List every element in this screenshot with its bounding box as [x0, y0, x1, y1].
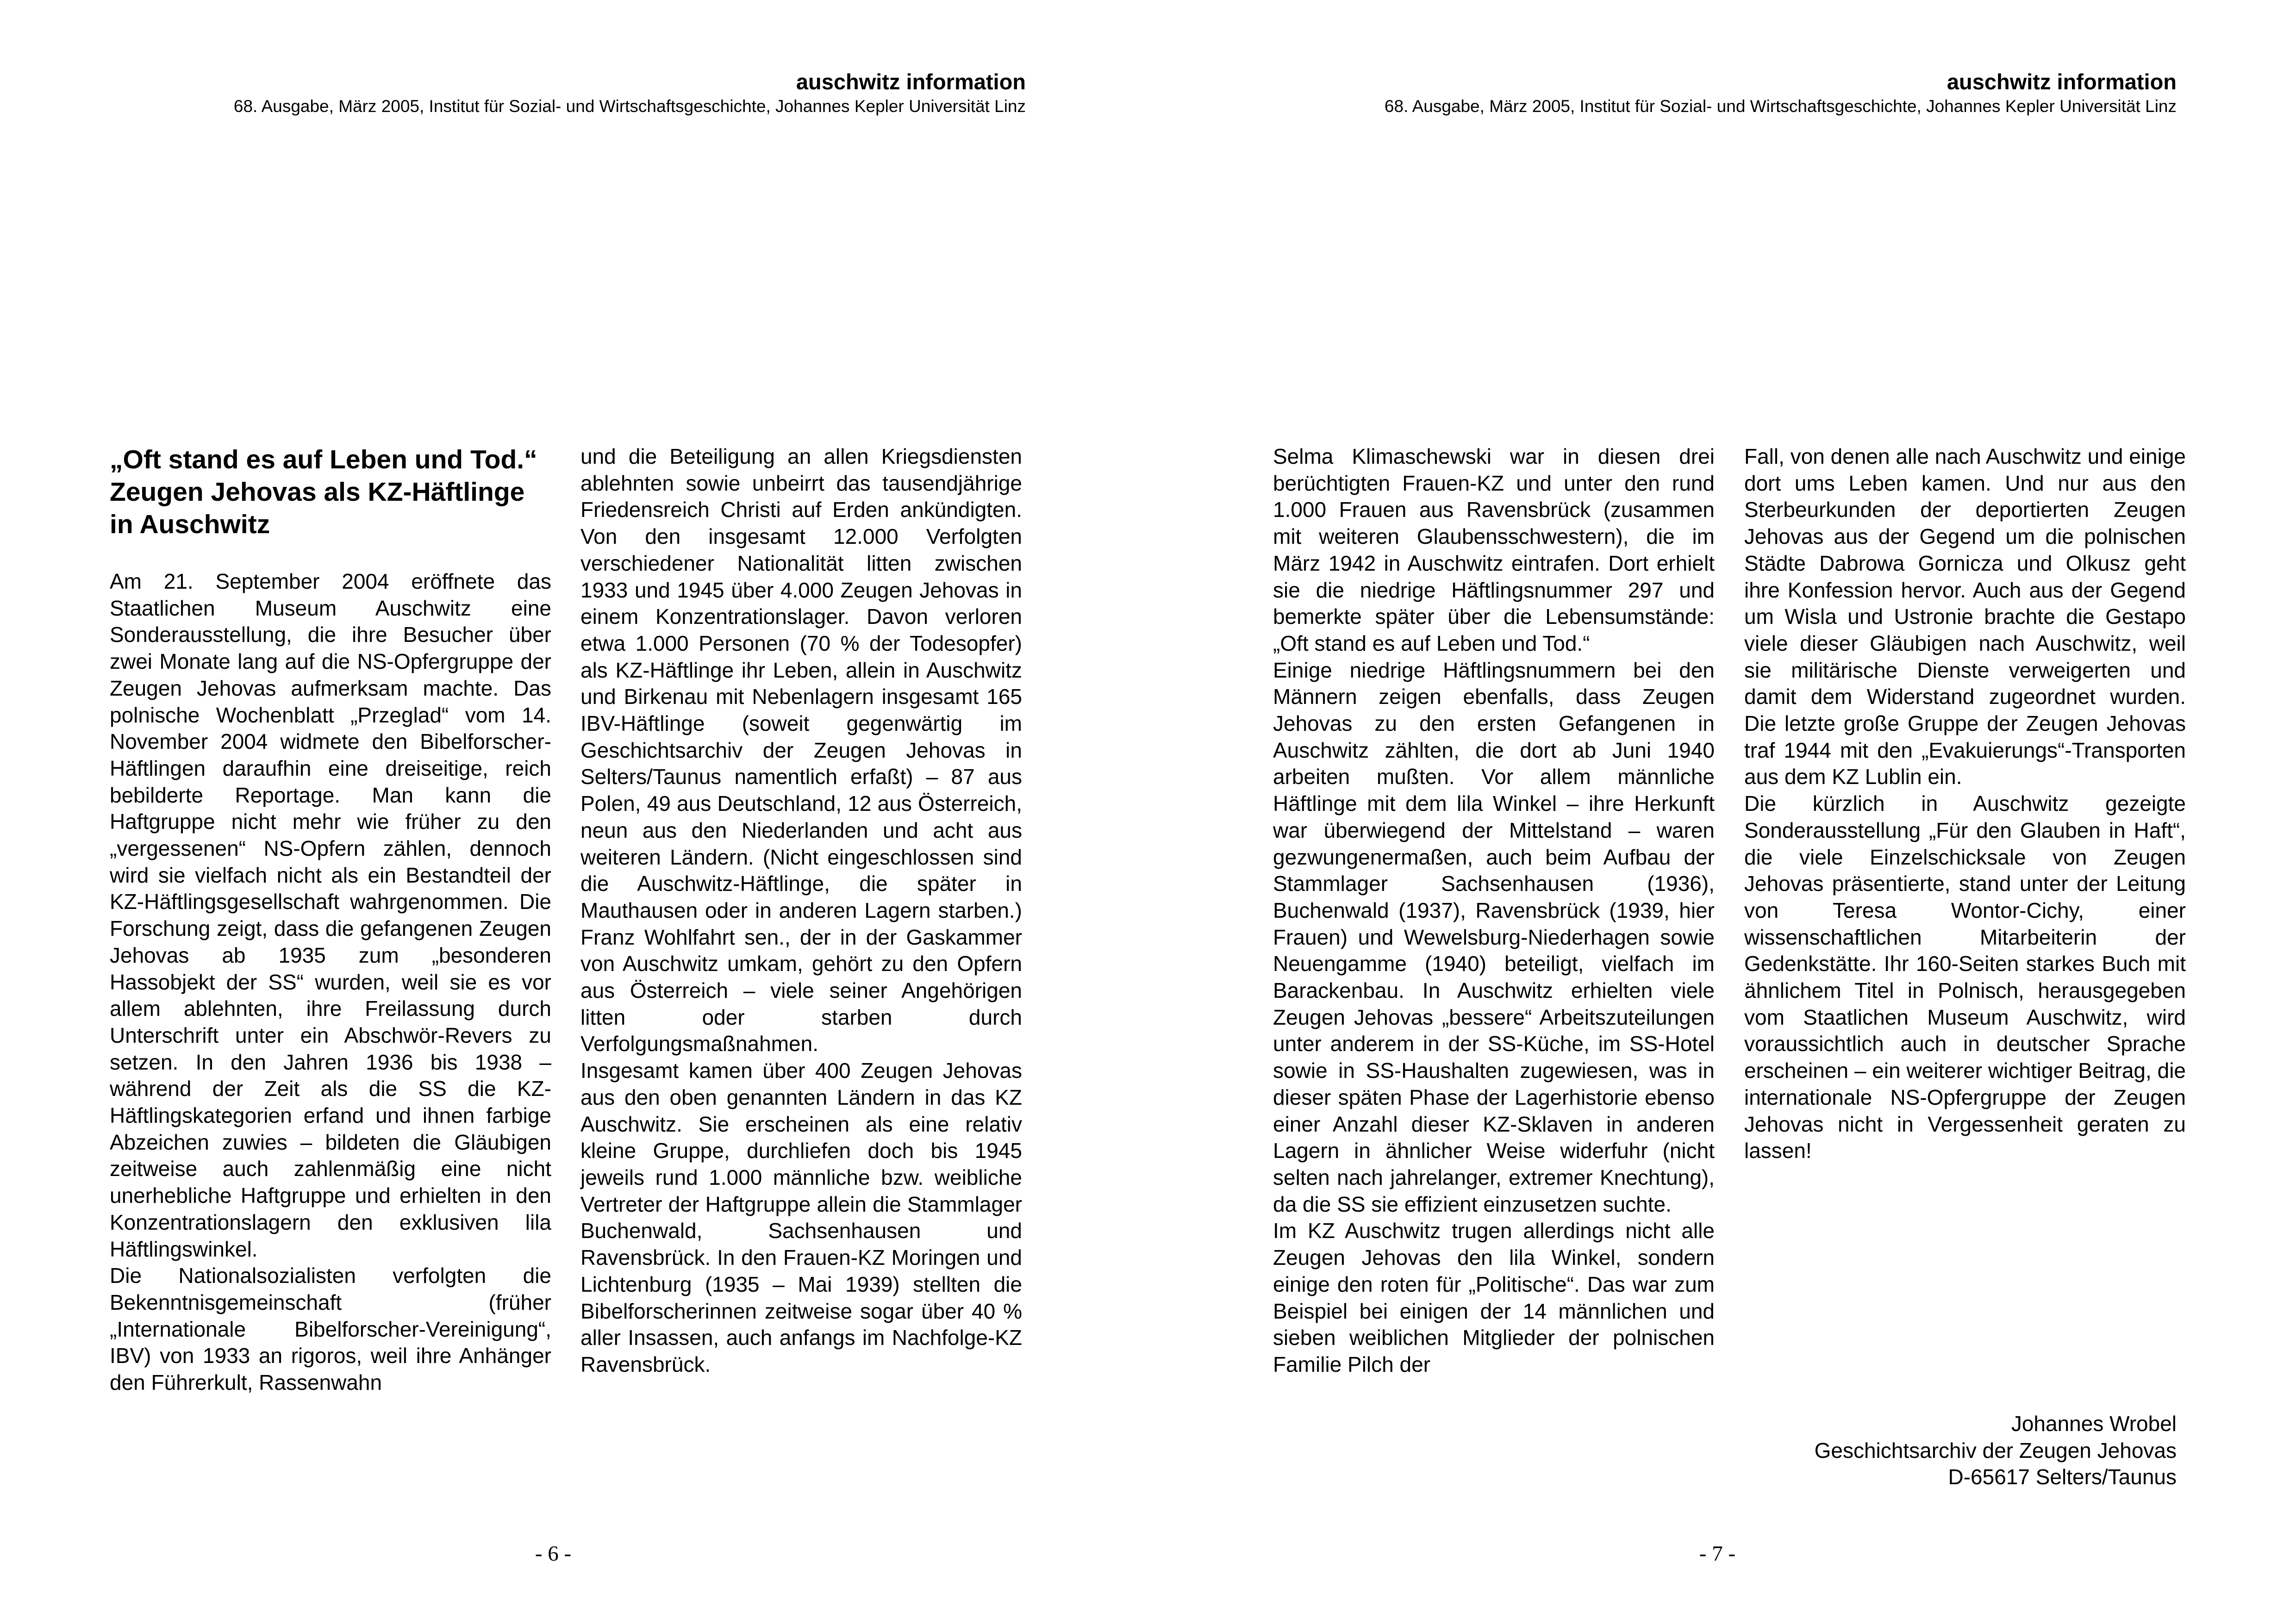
paragraph: und die Beteiligung an allen Kriegsdiensten ablehnten sowie unbeirrt das tausendjährige Friedensreich Christi auf Erden ankündigten. Von den insgesamt 12.000 Verfolgten verschiedener Nationalität litten zwischen 1933 und 1945 über 4.000 Zeugen Jehovas in einem Konzentrationslager. Davon verloren etwa 1.000 Personen (70 % der Todesopfer) als KZ-Häftlinge ihr Leben, allein in Auschwitz und Birkenau mit Nebenlagern insgesamt 165 IBV-Häftlinge (soweit gegenwärtig im Geschichtsarchiv der Zeugen Jehovas in Selters/Taunus namentlich erfaßt) – 87 aus Polen, 49 aus Deutschland, 12 aus Österreich, neun aus den Niederlanden und acht aus weiteren Ländern. (Nicht eingeschlossen sind die Auschwitz-Häftlinge, die später in Mauthausen oder in anderen Lagern starben.) Franz Wohlfahrt sen., der in der Gaskammer von Auschwitz umkam, gehört zu den Opfern aus Österreich – viele seiner Angehörigen litten oder starben durch Verfolgungsmaßnahmen. [580, 444, 1022, 1056]
text-column-3 [1273, 443, 1715, 1378]
paragraph: Die Nationalsozialisten verfolgten die Bekenntnisgemeinschaft (früher „Internationale Bibelforscher-Vereinigung“, IBV) von 1933 an rigoros, weil ihre Anhänger den Führerkult, Rassenwahn [110, 1263, 551, 1395]
author-organization: Geschichtsarchiv der Zeugen Jehovas [1814, 1438, 2177, 1462]
author-name: Johannes Wrobel [2011, 1412, 2177, 1436]
article-title: „Oft stand es auf Leben und Tod.“ Zeugen Jehovas als KZ-Häftlinge in Auschwitz [110, 445, 537, 539]
author-signature [1815, 1411, 2177, 1491]
text-column-1 [110, 443, 551, 1396]
paragraph: Selma Klimaschewski war in diesen drei berüchtigten Frauen-KZ und unter den rund 1.000 Frauen aus Ravensbrück (zusammen mit weiteren Glaubensschwestern), die im März 1942 in Auschwitz eintrafen. Dort erhielt sie die niedrige Häftlingsnummer 297 und bemerkte später über die Lebensumstände: „Oft stand es auf Leben und Tod.“ [1273, 444, 1715, 655]
author-address: D-65617 Selters/Taunus [1948, 1465, 2177, 1489]
page-number: - 7 - [1699, 1542, 1736, 1566]
page-header [1385, 68, 2177, 118]
header-subtitle: 68. Ausgabe, März 2005, Institut für Sozial- und Wirtschaftsgeschichte, Johannes Kepler Universität Linz [233, 97, 1026, 116]
page-number: - 6 - [535, 1542, 572, 1566]
text-column-2 [580, 443, 1022, 1378]
paragraph: Am 21. September 2004 eröffnete das Staatlichen Museum Auschwitz eine Sonderausstellung, die ihre Besucher über zwei Monate lang auf die NS-Opfergruppe der Zeugen Jehovas aufmerksam machte. Das polnische Wochenblatt „Przeglad“ vom 14. November 2004 widmete den Bibelforscher-Häftlingen daraufhin eine dreiseitige, reich bebilderte Reportage. Man kann die Haftgruppe nicht mehr wie früher zu den „vergessenen“ NS-Opfern zählen, dennoch wird sie vielfach nicht als ein Bestandteil der KZ-Häftlingsgesellschaft wahrgenommen. Die Forschung zeigt, dass die gefangenen Zeugen Jehovas ab 1935 zum „besonderen Hassobjekt der SS“ wurden, weil sie es vor allem ablehnten, ihre Freilassung durch Unterschrift unter ein Abschwör-Revers zu setzen. In den Jahren 1936 bis 1938 – während der Zeit als die SS die KZ-Häftlingskategorien erfand und ihnen farbige Abzeichen zuwies – bildeten die Gläubigen zeitweise auch zahlenmäßig eine nicht unerhebliche Haftgruppe und erhielten in den Konzentrationslagern den exklusiven lila Häftlingswinkel. [110, 569, 551, 1261]
header-title: auschwitz information [1947, 69, 2177, 94]
paragraph: Insgesamt kamen über 400 Zeugen Jehovas aus den oben genannten Ländern in das KZ Auschwitz. Sie erscheinen als eine relativ kleine Gruppe, durchliefen doch bis 1945 jeweils rund 1.000 männliche bzw. weibliche Vertreter der Haftgruppe allein die Stammlager Buchenwald, Sachsenhausen und Ravensbrück. In den Frauen-KZ Moringen und Lichtenburg (1935 – Mai 1939) stellten die Bibelforscherinnen zeitweise sogar über 40 % aller Insassen, auch anfangs im Nachfolge-KZ Ravensbrück. [580, 1058, 1022, 1376]
paragraph: Einige niedrige Häftlingsnummern bei den Männern zeigen ebenfalls, dass Zeugen Jehovas zu den ersten Gefangenen in Auschwitz zählten, die dort ab Juni 1940 arbeiten mußten. Vor allem männliche Häftlinge mit dem lila Winkel – ihre Herkunft war überwiegend der Mittelstand – waren gezwungenermaßen, auch beim Aufbau der Stammlager Sachsenhausen (1936), Buchenwald (1937), Ravensbrück (1939, hier Frauen) und Wewelsburg-Niederhagen sowie Neuengamme (1940) beteiligt, vielfach im Barackenbau. In Auschwitz erhielten viele Zeugen Jehovas „bessere“ Arbeitszuteilungen unter anderem in der SS-Küche, im SS-Hotel sowie in SS-Haushalten zugewiesen, was in dieser späten Phase der Lagerhistorie ebenso einer Anzahl dieser KZ-Sklaven in anderen Lagern in ähnlicher Weise widerfuhr (nicht selten nach jahrelanger, extremer Knechtung), da die SS sie effizient einzusetzen suchte. [1273, 658, 1715, 1216]
paragraph: Im KZ Auschwitz trugen allerdings nicht alle Zeugen Jehovas den lila Winkel, sondern einige den roten für „Politische“. Das war zum Beispiel bei einigen der 14 männlichen und sieben weiblichen Mitglieder der polnischen Familie Pilch der [1273, 1219, 1715, 1376]
header-subtitle: 68. Ausgabe, März 2005, Institut für Sozial- und Wirtschaftsgeschichte, Johannes Kepler Universität Linz [1384, 97, 2177, 116]
text-column-4 [1744, 443, 2186, 1164]
paragraph: Die kürzlich in Auschwitz gezeigte Sonderausstellung „Für den Glauben in Haft“, die viele Einzelschicksale von Zeugen Jehovas präsentierte, stand unter der Leitung von Teresa Wontor-Cichy, einer wissenschaftlichen Mitarbeiterin der Gedenkstätte. Ihr 160-Seiten starkes Buch mit ähnlichem Titel in Polnisch, herausgegeben vom Staatlichen Museum Auschwitz, wird voraussichtlich auch in deutscher Sprache erscheinen – ein weiterer wichtiger Beitrag, die internationale NS-Opfergruppe der Zeugen Jehovas nicht in Vergessenheit geraten zu lassen! [1744, 791, 2186, 1163]
page-7 [1148, 0, 2296, 1624]
paragraph: Fall, von denen alle nach Auschwitz und einige dort ums Leben kamen. Und nur aus den Sterbeurkunden der deportierten Zeugen Jehovas aus der Gegend um die polnischen Städte Dabrowa Gornicza und Olkusz geht ihre Konfession hervor. Auch aus der Gegend um Wisla und Ustronie brachte die Gestapo viele dieser Gläubigen nach Auschwitz, weil sie militärische Dienste verweigerten und damit dem Widerstand zugeordnet wurden. Die letzte große Gruppe der Zeugen Jehovas traf 1944 mit den „Evakuierungs“-Transporten aus dem KZ Lublin ein. [1744, 444, 2186, 789]
page-header [234, 68, 1026, 118]
header-title: auschwitz information [796, 69, 1026, 94]
